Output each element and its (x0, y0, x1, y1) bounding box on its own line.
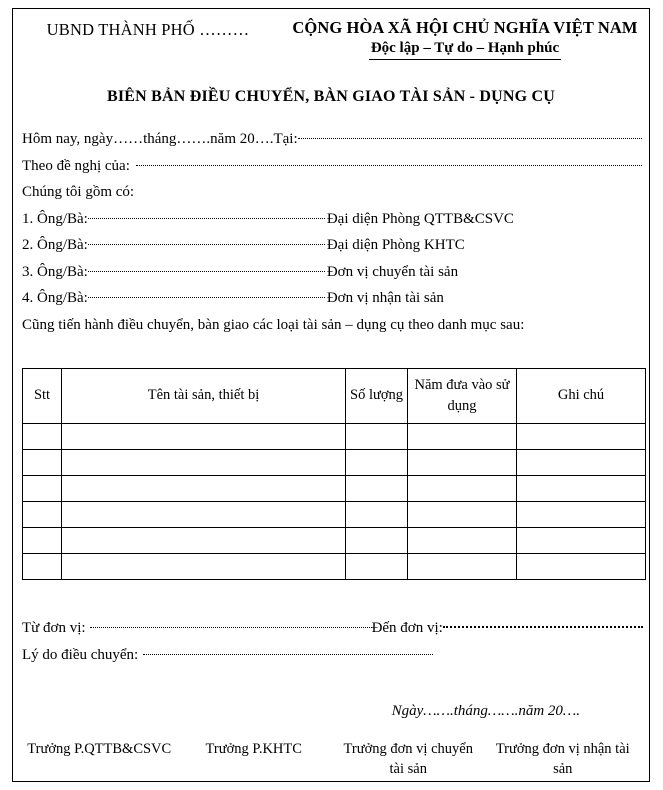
document-body (22, 131, 642, 343)
document-footer-fields (22, 620, 642, 673)
cell-year[interactable] (408, 424, 517, 450)
signature-transferring-unit: Trưởng đơn vị chuyển tài sản (343, 741, 473, 777)
to-unit-label: Đến đơn vị: (371, 620, 443, 636)
asset-table-header (23, 369, 646, 424)
participant-fill-4[interactable] (88, 296, 325, 298)
cell-name[interactable] (62, 476, 346, 502)
column-header-qty: Số lượng (346, 369, 408, 424)
column-header-stt: Stt (23, 369, 62, 424)
motto-underline (369, 40, 561, 60)
column-header-name: Tên tài sản, thiết bị (62, 369, 346, 424)
table-row[interactable] (23, 528, 646, 554)
cell-year[interactable] (408, 554, 517, 580)
cell-year[interactable] (408, 450, 517, 476)
participant-row-3 (22, 264, 642, 281)
signature-block (22, 740, 640, 779)
we-include-label: Chúng tôi gồm có: (22, 184, 135, 200)
cell-note[interactable] (517, 450, 646, 476)
participant-role-4: Đơn vị nhận tài sản (326, 290, 444, 306)
table-header-row (23, 369, 646, 424)
participant-row-2 (22, 237, 642, 254)
proposal-line (22, 158, 642, 175)
proposal-fill[interactable] (136, 164, 642, 166)
cell-year[interactable] (408, 502, 517, 528)
cell-name[interactable] (62, 450, 346, 476)
participant-fill-3[interactable] (88, 270, 325, 272)
table-intro-text: Cũng tiến hành điều chuyển, bàn giao các loại tài sản – dụng cụ theo danh mục sau: (22, 316, 525, 333)
reason-line (22, 647, 642, 664)
from-unit-label: Từ đơn vị: (22, 620, 86, 636)
cell-name[interactable] (62, 502, 346, 528)
cell-name[interactable] (62, 424, 346, 450)
signature-receiving-unit: Trưởng đơn vị nhận tài sản (495, 741, 630, 777)
participant-fill-2[interactable] (88, 243, 325, 245)
reason-label: Lý do điều chuyển: (22, 646, 139, 663)
today-date-line (22, 131, 642, 148)
cell-qty[interactable] (346, 450, 408, 476)
national-heading (282, 18, 648, 60)
document-title: BIÊN BẢN ĐIỀU CHUYỂN, BÀN GIAO TÀI SẢN - DỤNG CỤ (106, 88, 556, 105)
cell-qty[interactable] (346, 528, 408, 554)
table-row[interactable] (23, 424, 646, 450)
reason-fill[interactable] (143, 653, 433, 655)
cell-stt[interactable] (23, 450, 62, 476)
participant-label-4: 4. Ông/Bà: (22, 290, 88, 306)
cell-stt[interactable] (23, 502, 62, 528)
signature-date-line: Ngày…….tháng…….năm 20…. (391, 703, 580, 719)
document-header (14, 18, 648, 60)
cell-note[interactable] (517, 502, 646, 528)
cell-qty[interactable] (346, 502, 408, 528)
participant-row-1 (22, 211, 642, 228)
participant-row-4 (22, 290, 642, 307)
from-unit-fill[interactable] (90, 626, 372, 628)
table-row[interactable] (23, 554, 646, 580)
today-date-label: Hôm nay, ngày……tháng…….năm 20….Tại: (22, 131, 298, 147)
cell-stt[interactable] (23, 554, 62, 580)
participant-label-2: 2. Ông/Bà: (22, 237, 88, 253)
asset-table (22, 368, 646, 580)
table-row[interactable] (23, 450, 646, 476)
cell-year[interactable] (408, 528, 517, 554)
unit-transfer-line (22, 620, 642, 637)
participant-label-1: 1. Ông/Bà: (22, 210, 88, 227)
to-unit-fill[interactable] (443, 625, 643, 628)
asset-table-body (23, 424, 646, 580)
cell-stt[interactable] (23, 476, 62, 502)
signature-khtc: Trưởng P.KHTC (205, 741, 302, 757)
cell-stt[interactable] (23, 424, 62, 450)
participant-role-2: Đại diện Phòng KHTC (326, 237, 465, 253)
issuing-organization: UBND THÀNH PHỐ ……… (46, 20, 250, 39)
cell-qty[interactable] (346, 476, 408, 502)
cell-note[interactable] (517, 554, 646, 580)
cell-note[interactable] (517, 476, 646, 502)
cell-note[interactable] (517, 424, 646, 450)
participant-role-1: Đại diện Phòng QTTB&CSVC (326, 210, 514, 227)
participant-role-3: Đơn vị chuyển tài sản (326, 263, 459, 280)
column-header-year: Năm đưa vào sử dụng (408, 369, 517, 424)
participant-fill-1[interactable] (88, 217, 325, 219)
cell-stt[interactable] (23, 528, 62, 554)
cell-qty[interactable] (346, 424, 408, 450)
column-header-note: Ghi chú (517, 369, 646, 424)
table-row[interactable] (23, 502, 646, 528)
cell-name[interactable] (62, 554, 346, 580)
cell-year[interactable] (408, 476, 517, 502)
today-location-fill[interactable] (298, 137, 642, 139)
participant-label-3: 3. Ông/Bà: (22, 263, 88, 280)
proposal-label: Theo đề nghị của: (22, 157, 130, 174)
national-motto: Độc lập – Tự do – Hạnh phúc (370, 40, 560, 56)
table-row[interactable] (23, 476, 646, 502)
cell-qty[interactable] (346, 554, 408, 580)
cell-name[interactable] (62, 528, 346, 554)
signature-qttb-csvc: Trưởng P.QTTB&CSVC (27, 741, 172, 757)
cell-note[interactable] (517, 528, 646, 554)
nation-name: CỘNG HÒA XÃ HỘI CHỦ NGHĨA VIỆT NAM (292, 18, 638, 37)
